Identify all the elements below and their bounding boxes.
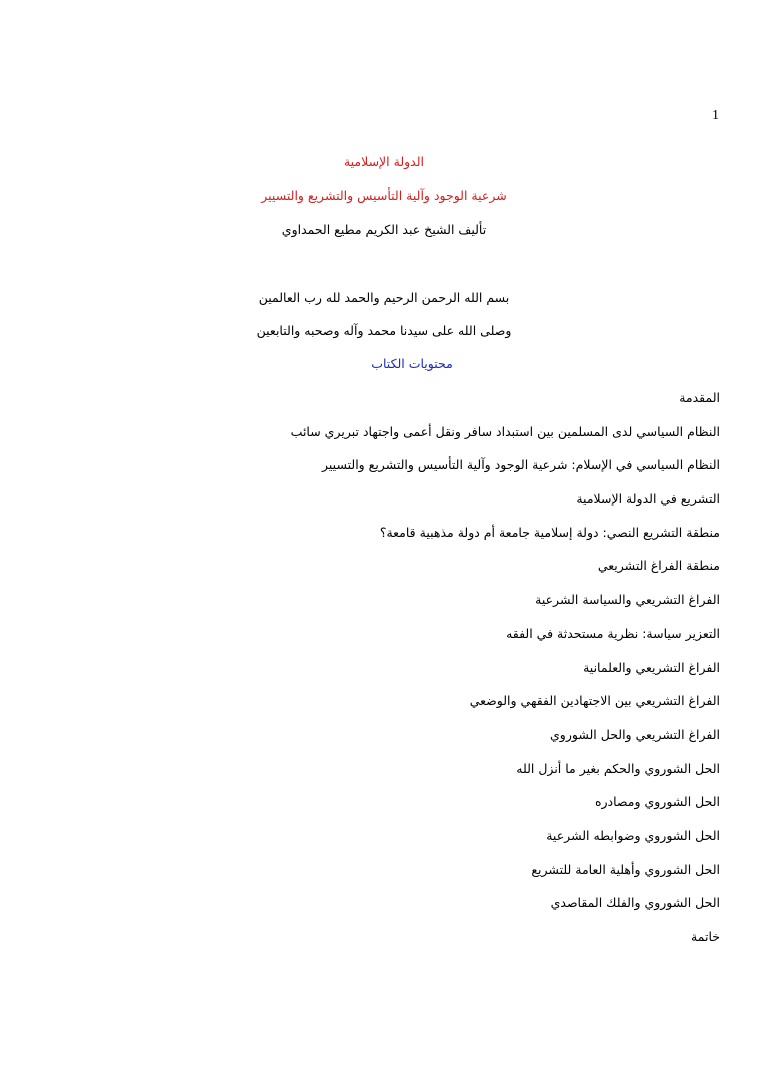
toc-item: الحل الشوروي والفلك المقاصدي xyxy=(550,895,720,911)
toc-item: منطقة الفراغ التشريعي xyxy=(597,558,720,574)
toc-item: الفراغ التشريعي والسياسة الشرعية xyxy=(535,592,720,608)
table-of-contents xyxy=(291,389,720,962)
page-number: 1 xyxy=(712,108,719,123)
author-line: تأليف الشيخ عبد الكريم مطيع الحمداوي xyxy=(281,222,487,237)
toc-item: المقدمة xyxy=(679,390,720,405)
basmala-line-2: وصلى الله على سيدنا محمد وآله وصحبه والتابعين xyxy=(256,323,512,338)
toc-item: الحل الشوروي وأهلية العامة للتشريع xyxy=(531,861,720,877)
basmala-line-1: بسم الله الرحمن الرحيم والحمد لله رب العالمين xyxy=(258,290,510,305)
toc-item: الحل الشوروي والحكم بغير ما أنزل الله xyxy=(516,760,720,776)
toc-item: الفراغ التشريعي بين الاجتهادين الفقهي والوضعي xyxy=(469,693,720,709)
toc-item: النظام السياسي في الإسلام: شرعية الوجود وآلية التأسيس والتشريع والتسيير xyxy=(322,457,720,473)
toc-item: التعزير سياسة: نظرية مستحدثة في الفقه xyxy=(506,625,720,641)
toc-item: منطقة التشريع النصي: دولة إسلامية جامعة أم دولة مذهبية قامعة؟ xyxy=(379,524,720,540)
book-subtitle: شرعية الوجود وآلية التأسيس والتشريع والتسيير xyxy=(261,188,507,203)
toc-item: الفراغ التشريعي والحل الشوروي xyxy=(550,726,720,742)
toc-item: الفراغ التشريعي والعلمانية xyxy=(583,659,720,675)
toc-item: الحل الشوروي وضوابطه الشرعية xyxy=(546,827,720,843)
toc-item: خاتمة xyxy=(691,929,720,944)
toc-item: الحل الشوروي ومصادره xyxy=(594,794,720,810)
toc-item: التشريع في الدولة الإسلامية xyxy=(576,491,720,507)
contents-heading: محتويات الكتاب xyxy=(371,356,453,371)
toc-item: النظام السياسي لدى المسلمين بين استبداد سافر ونقل أعمى واجتهاد تبريري سائب xyxy=(290,423,720,439)
book-title: الدولة الإسلامية xyxy=(343,154,425,169)
